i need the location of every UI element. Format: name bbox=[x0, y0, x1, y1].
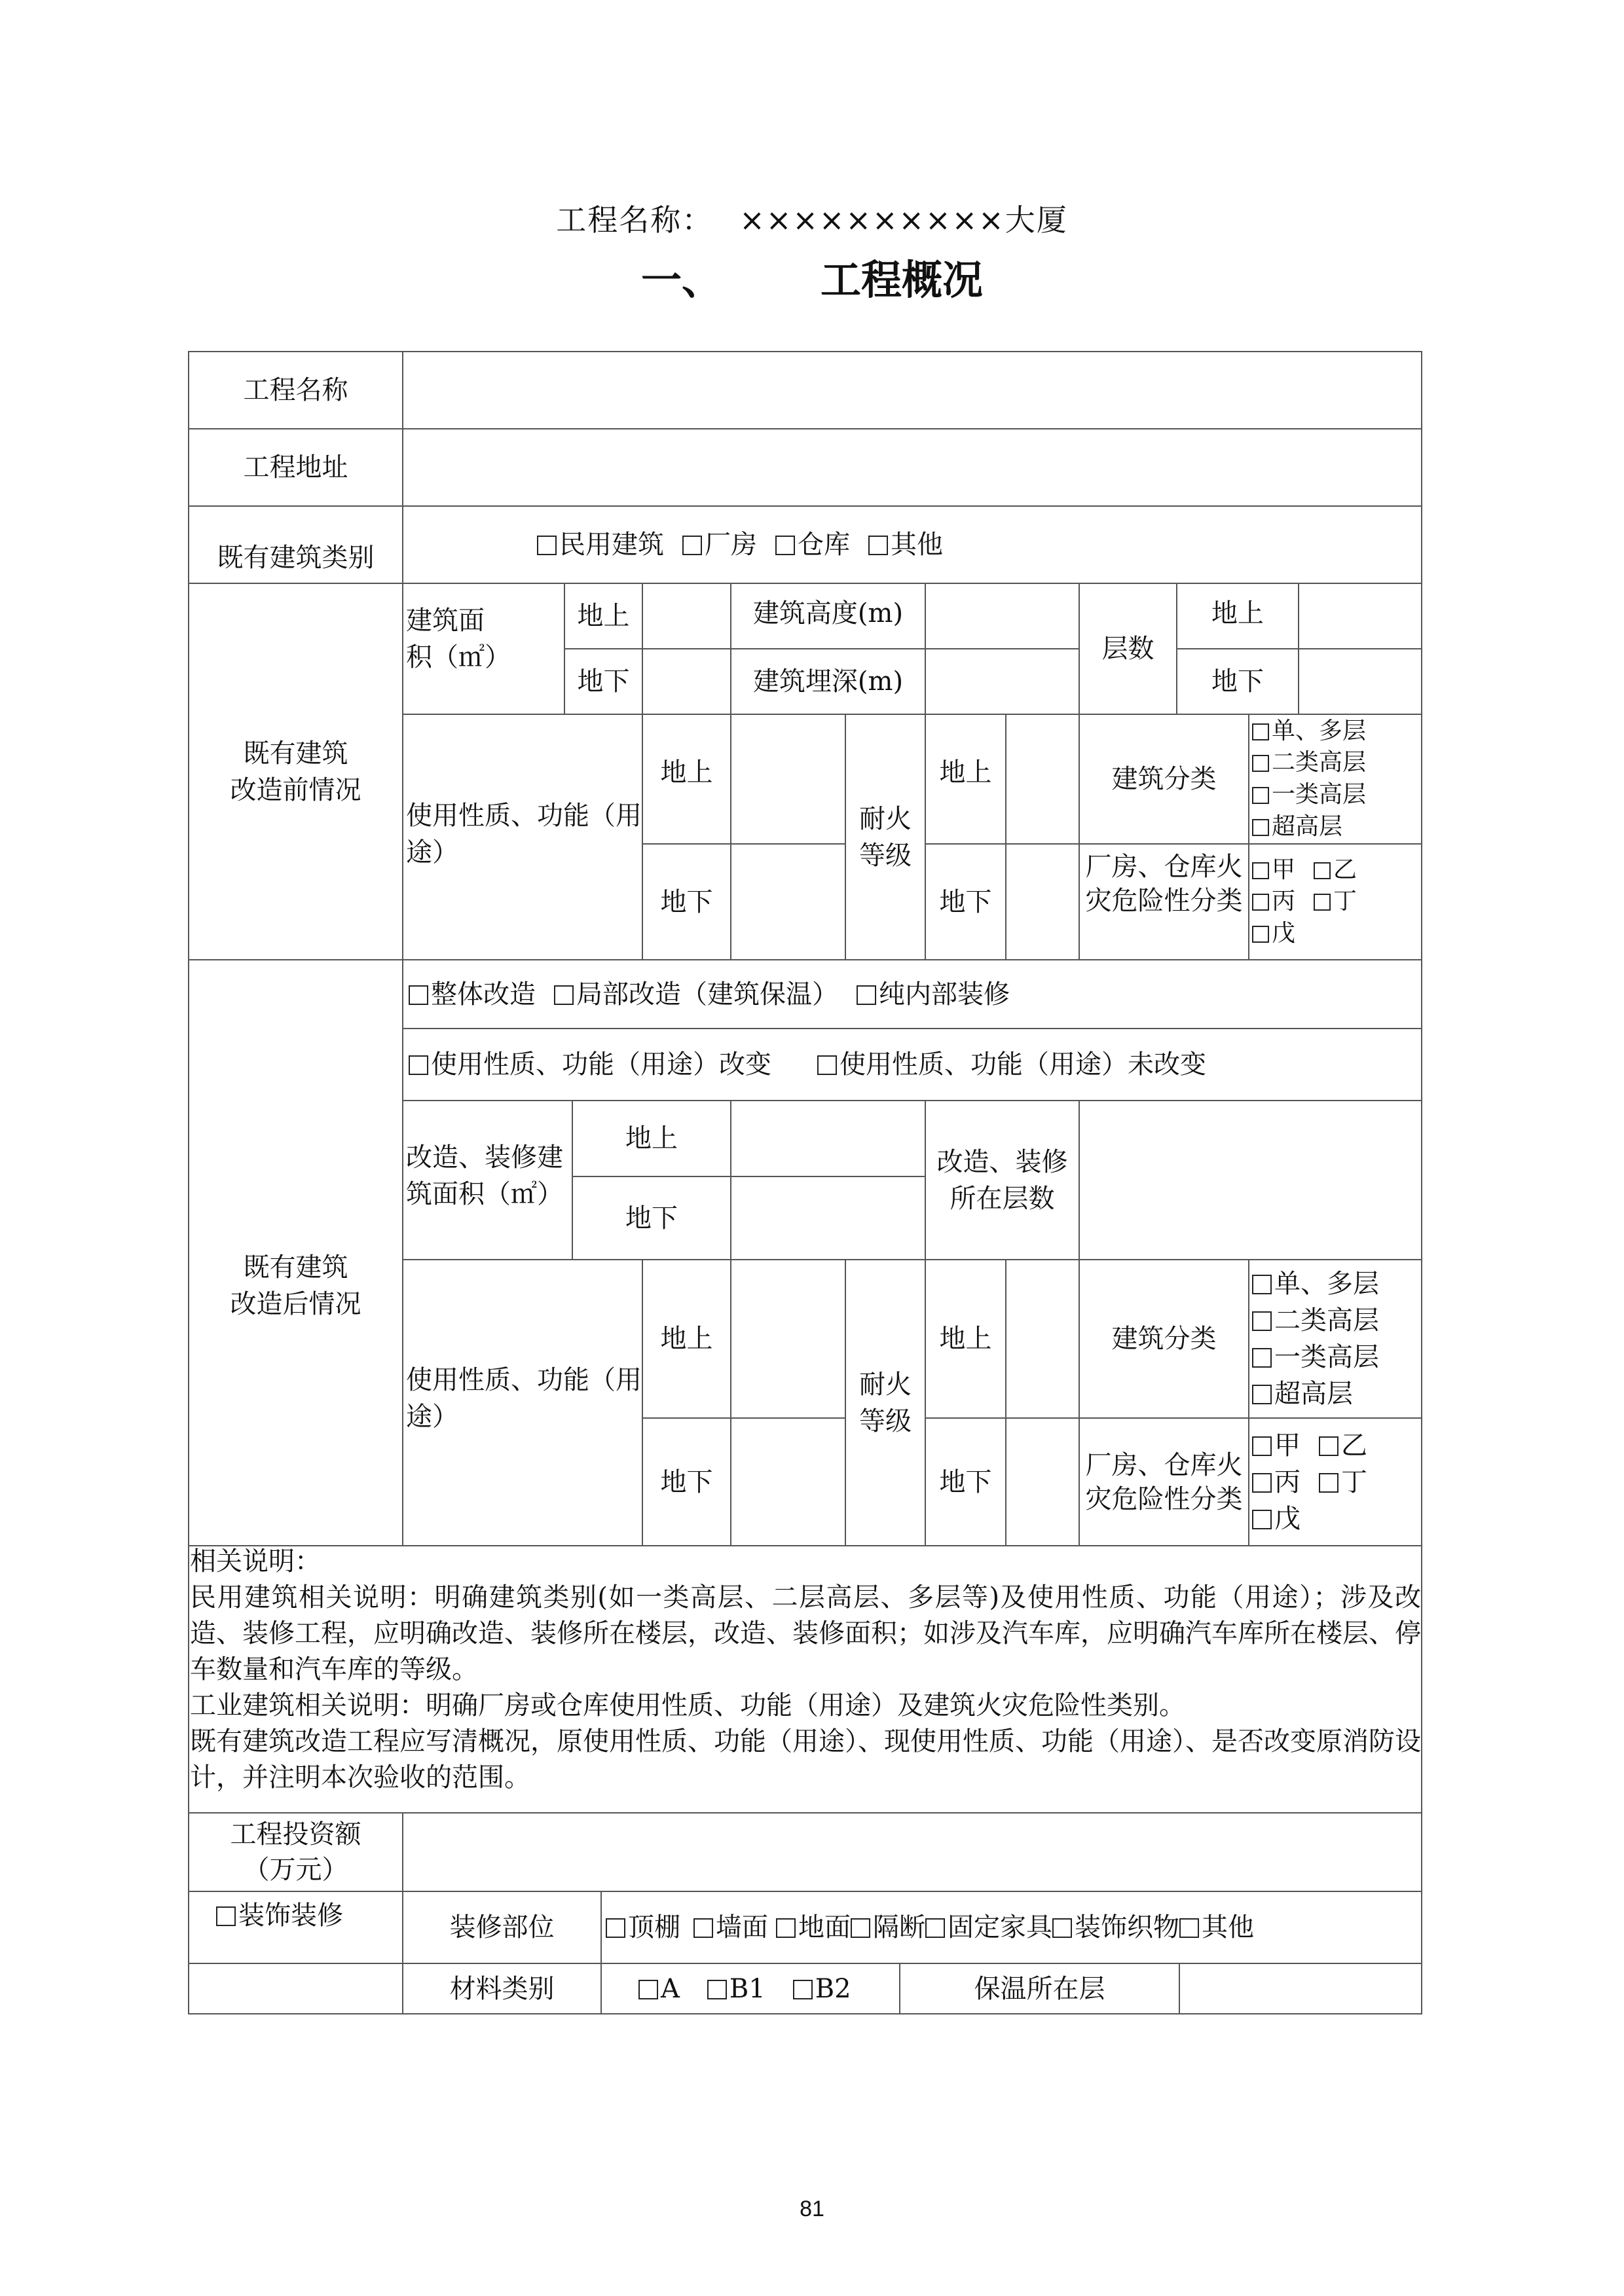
option-bing[interactable]: 丙 bbox=[1252, 888, 1295, 915]
usage-below-label: 地下 bbox=[660, 886, 713, 917]
floors-below-label: 地下 bbox=[1211, 666, 1264, 697]
building-category-options bbox=[537, 507, 1388, 583]
checkbox-icon[interactable] bbox=[409, 1055, 428, 1075]
option-civil[interactable]: 民用建筑 bbox=[537, 526, 664, 563]
option-super-high-rise[interactable]: 超高层 bbox=[1252, 1376, 1421, 1412]
classification-options-before bbox=[1252, 715, 1421, 843]
checkbox-icon[interactable] bbox=[537, 536, 557, 555]
label-fire-rating-before: 耐火 等级 bbox=[859, 803, 912, 871]
checkbox-icon[interactable] bbox=[1252, 1385, 1272, 1404]
checkbox-icon[interactable] bbox=[1252, 862, 1269, 879]
checkbox-icon[interactable] bbox=[1319, 1473, 1338, 1493]
hazard-options-before bbox=[1252, 845, 1421, 959]
checkbox-icon[interactable] bbox=[1252, 1436, 1272, 1456]
usage-after-above-label: 地上 bbox=[660, 1324, 713, 1354]
checkbox-icon[interactable] bbox=[793, 1980, 813, 1999]
option-class2-high-rise[interactable]: 二类高层 bbox=[1252, 747, 1421, 779]
reno-area-above-label: 地上 bbox=[625, 1123, 678, 1154]
checkbox-icon[interactable] bbox=[554, 985, 574, 1005]
section-title bbox=[0, 247, 1624, 306]
floors-above-label: 地上 bbox=[1211, 598, 1264, 629]
option-interior-decoration[interactable]: 纯内部装修 bbox=[857, 976, 1010, 1013]
after-renovation-label: 既有建筑 改造后情况 bbox=[230, 1252, 361, 1319]
project-name-value[interactable] bbox=[403, 352, 1421, 428]
usage-after-below-label: 地下 bbox=[660, 1467, 713, 1497]
decoration-checkbox[interactable]: 装饰装修 bbox=[216, 1897, 399, 1937]
option-class1-high-rise[interactable]: 一类高层 bbox=[1252, 1339, 1421, 1376]
page-number: 81 bbox=[800, 2196, 824, 2221]
label-fire-rating-after: 耐火 等级 bbox=[859, 1369, 912, 1436]
option-usage-unchanged[interactable]: 使用性质、功能（用途）未改变 bbox=[817, 1046, 1206, 1083]
material-grade-options bbox=[638, 1964, 899, 2013]
option-other-part[interactable]: 其他 bbox=[1179, 1909, 1254, 1946]
checkbox-icon[interactable] bbox=[1252, 1348, 1272, 1368]
option-wall[interactable]: 墙面 bbox=[693, 1909, 768, 1946]
checkbox-icon[interactable] bbox=[1252, 1275, 1272, 1294]
option-factory[interactable]: 厂房 bbox=[682, 526, 757, 563]
area-above-label: 地上 bbox=[577, 601, 630, 631]
checkbox-icon[interactable] bbox=[1252, 1311, 1272, 1331]
project-name-header: ××××××××××大厦 bbox=[739, 202, 1068, 238]
option-grade-b1[interactable]: B1 bbox=[707, 1971, 766, 2007]
option-usage-changed[interactable]: 使用性质、功能（用途）改变 bbox=[409, 1046, 771, 1083]
option-class1-high-rise[interactable]: 一类高层 bbox=[1252, 779, 1421, 811]
label-building-area: 建筑面 积（㎡） bbox=[406, 606, 511, 672]
usage-change-options bbox=[403, 1029, 1421, 1100]
label-building-category: 既有建筑类别 bbox=[217, 543, 375, 573]
option-class2-high-rise[interactable]: 二类高层 bbox=[1252, 1302, 1421, 1339]
checkbox-icon[interactable] bbox=[409, 985, 428, 1005]
option-grade-a[interactable]: A bbox=[638, 1971, 680, 2007]
checkbox-icon[interactable] bbox=[1252, 894, 1269, 911]
usage-above-label: 地上 bbox=[660, 757, 713, 788]
option-super-high-rise[interactable]: 超高层 bbox=[1252, 811, 1421, 843]
option-full-renovation[interactable]: 整体改造 bbox=[409, 976, 536, 1013]
option-bing[interactable]: 丙 bbox=[1252, 1467, 1301, 1497]
label-usage-before: 使用性质、功能（用 途） bbox=[406, 801, 642, 867]
section-title-text: 工程概况 bbox=[821, 256, 984, 304]
label-project-address: 工程地址 bbox=[243, 452, 348, 483]
option-wu[interactable]: 戊 bbox=[1252, 1501, 1421, 1537]
checkbox-icon[interactable] bbox=[1052, 1918, 1072, 1938]
checkbox-icon[interactable] bbox=[1252, 1510, 1272, 1529]
classification-options-after bbox=[1252, 1260, 1421, 1417]
reno-area-below-label: 地下 bbox=[625, 1203, 678, 1233]
checkbox-icon[interactable] bbox=[775, 536, 795, 555]
checkbox-icon[interactable] bbox=[1314, 862, 1331, 879]
option-ding[interactable]: 丁 bbox=[1319, 1467, 1367, 1497]
label-insulation-floor: 保温所在层 bbox=[974, 1973, 1105, 2004]
label-classification-after: 建筑分类 bbox=[1111, 1324, 1217, 1354]
checkbox-icon[interactable] bbox=[682, 536, 702, 555]
checkbox-icon[interactable] bbox=[868, 536, 888, 555]
label-renovation-area: 改造、装修建 筑面积（㎡） bbox=[406, 1142, 563, 1209]
notes-title: 相关说明： bbox=[190, 1546, 321, 1576]
label-usage-after: 使用性质、功能（用 途） bbox=[406, 1365, 642, 1432]
decoration-part-options bbox=[606, 1892, 1421, 1963]
fire-below-label: 地下 bbox=[939, 886, 992, 917]
related-notes bbox=[190, 1544, 1421, 1796]
fire-above-label: 地上 bbox=[939, 757, 992, 788]
investment-value[interactable] bbox=[403, 1813, 1421, 1891]
option-ceiling[interactable]: 顶棚 bbox=[606, 1909, 680, 1946]
label-material-category: 材料类别 bbox=[449, 1973, 555, 2004]
option-warehouse[interactable]: 仓库 bbox=[775, 526, 850, 563]
label-classification-before: 建筑分类 bbox=[1111, 764, 1217, 794]
hazard-options-after bbox=[1252, 1419, 1421, 1545]
checkbox-icon[interactable] bbox=[925, 1918, 945, 1938]
checkbox-icon[interactable] bbox=[1252, 755, 1269, 772]
notes-renovation: 既有建筑改造工程应写清概况，原使用性质、功能（用途）、现使用性质、功能（用途）、是否改变原消防设计，并注明本次验收的范围。 bbox=[190, 1726, 1421, 1793]
label-decoration-part: 装修部位 bbox=[449, 1912, 555, 1942]
checkbox-icon[interactable] bbox=[1252, 787, 1269, 804]
option-floor[interactable]: 地面 bbox=[776, 1909, 851, 1946]
label-floors: 层数 bbox=[1101, 634, 1154, 664]
option-low-rise[interactable]: 单、多层 bbox=[1252, 716, 1421, 748]
label-hazard-before: 厂房、仓库火 灾危险性分类 bbox=[1085, 852, 1243, 916]
fire-after-above-label: 地上 bbox=[939, 1324, 992, 1354]
checkbox-icon[interactable] bbox=[638, 1980, 658, 1999]
checkbox-icon[interactable] bbox=[776, 1918, 796, 1938]
fire-after-below-label: 地下 bbox=[939, 1467, 992, 1497]
checkbox-icon[interactable] bbox=[851, 1918, 870, 1938]
checkbox-icon[interactable] bbox=[216, 1906, 236, 1926]
before-renovation-label: 既有建筑 改造前情况 bbox=[230, 738, 361, 805]
option-partition[interactable]: 隔断 bbox=[851, 1909, 925, 1946]
checkbox-icon[interactable] bbox=[1314, 894, 1331, 911]
project-address-value[interactable] bbox=[403, 429, 1421, 505]
insulation-floor-value[interactable] bbox=[1180, 1964, 1421, 2013]
checkbox-icon[interactable] bbox=[857, 985, 876, 1005]
checkbox-icon[interactable] bbox=[1252, 926, 1269, 943]
option-yi[interactable]: 乙 bbox=[1319, 1430, 1367, 1461]
checkbox-icon[interactable] bbox=[1179, 1918, 1199, 1938]
checkbox-icon[interactable] bbox=[707, 1980, 727, 1999]
label-building-height: 建筑高度(m) bbox=[752, 598, 904, 629]
notes-civil: 民用建筑相关说明：明确建筑类别(如一类高层、二层高层、多层等)及使用性质、功能（用途）；涉及改造、装修工程，应明确改造、装修所在楼层，改造、装修面积；如涉及汽车库，应明确汽车库所在楼层、停车数量和汽车库的等级。 bbox=[190, 1582, 1421, 1685]
option-jia[interactable]: 甲 bbox=[1252, 1430, 1301, 1461]
checkbox-icon[interactable] bbox=[1319, 1436, 1338, 1456]
label-building-depth: 建筑埋深(m) bbox=[752, 666, 904, 697]
checkbox-icon[interactable] bbox=[1252, 819, 1269, 836]
label-investment: 工程投资额 （万元） bbox=[230, 1819, 361, 1885]
option-jia[interactable]: 甲 bbox=[1252, 856, 1295, 883]
checkbox-icon[interactable] bbox=[817, 1055, 837, 1075]
option-fixed-furniture[interactable]: 固定家具 bbox=[925, 1909, 1052, 1946]
option-yi[interactable]: 乙 bbox=[1314, 856, 1357, 883]
checkbox-icon[interactable] bbox=[1252, 723, 1269, 740]
option-ding[interactable]: 丁 bbox=[1314, 888, 1357, 915]
option-other[interactable]: 其他 bbox=[868, 526, 943, 563]
label-hazard-after: 厂房、仓库火 灾危险性分类 bbox=[1085, 1449, 1243, 1514]
area-below-label: 地下 bbox=[577, 666, 630, 697]
section-number: 一、 bbox=[640, 256, 722, 304]
option-grade-b2[interactable]: B2 bbox=[793, 1971, 851, 2007]
label-project-name: 工程名称 bbox=[243, 375, 348, 405]
notes-industrial: 工业建筑相关说明：明确厂房或仓库使用性质、功能（用途）及建筑火灾危险性类别。 bbox=[190, 1690, 1185, 1721]
option-wu[interactable]: 戊 bbox=[1252, 918, 1421, 950]
option-decorative-fabric[interactable]: 装饰织物 bbox=[1052, 1909, 1179, 1946]
document-header bbox=[0, 196, 1624, 240]
label-renovation-floors: 改造、装修 所在层数 bbox=[936, 1146, 1068, 1214]
checkbox-icon[interactable] bbox=[693, 1918, 713, 1938]
renovation-type-options bbox=[403, 960, 1421, 1028]
checkbox-icon[interactable] bbox=[1252, 1473, 1272, 1493]
checkbox-icon[interactable] bbox=[606, 1918, 625, 1938]
option-partial-renovation[interactable]: 局部改造（建筑保温） bbox=[554, 976, 838, 1013]
option-low-rise[interactable]: 单、多层 bbox=[1252, 1266, 1421, 1302]
project-label: 工程名称： bbox=[556, 202, 714, 238]
